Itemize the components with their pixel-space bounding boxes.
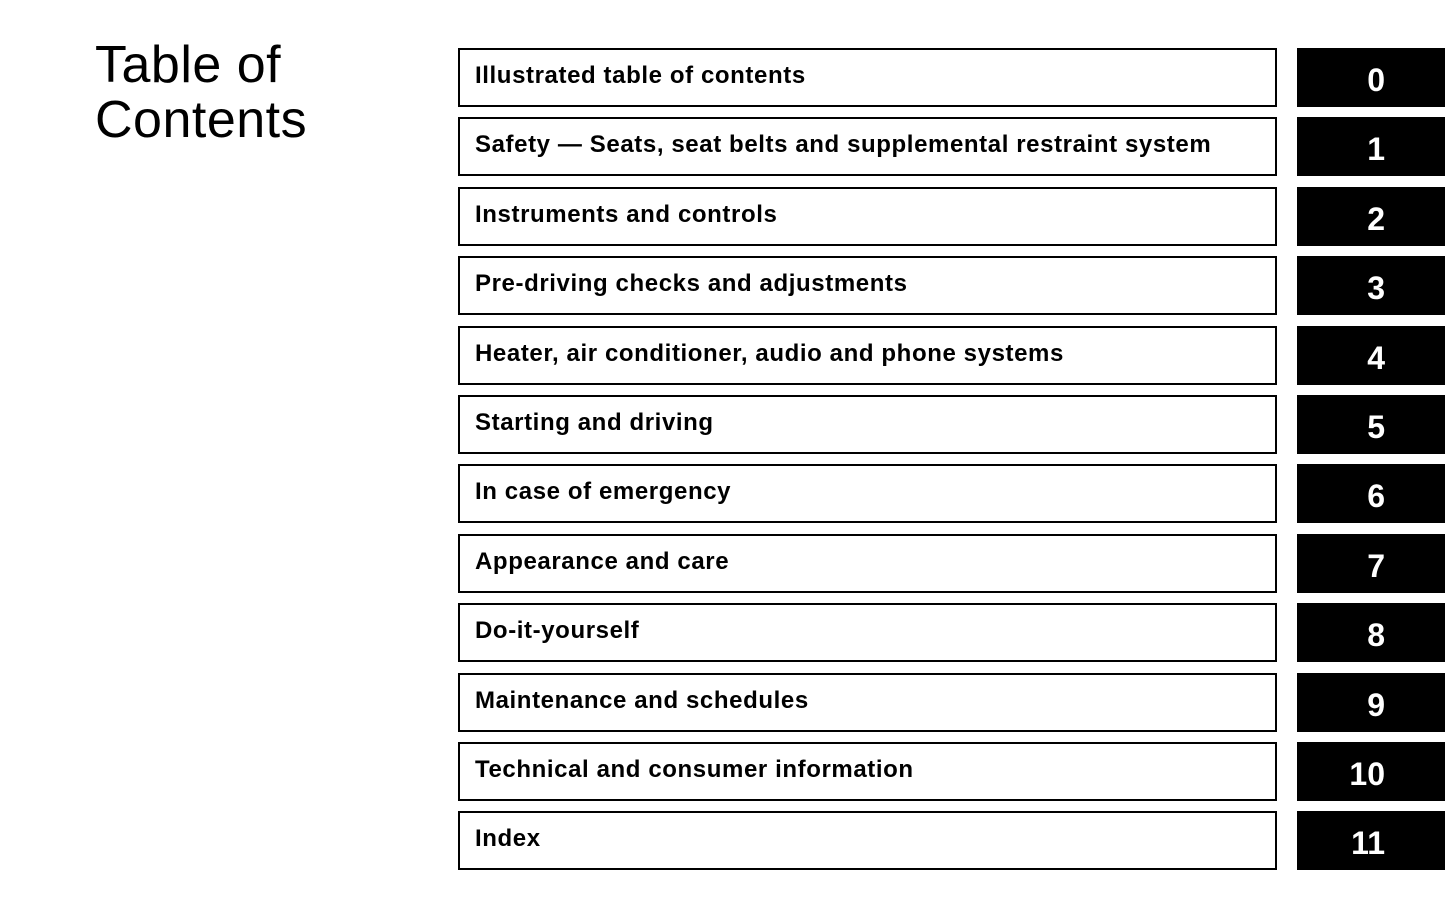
toc-entry-label: Technical and consumer information xyxy=(475,755,914,783)
chapter-number: 8 xyxy=(1367,617,1385,654)
toc-entry-box[interactable] xyxy=(458,326,1277,385)
chapter-tab[interactable] xyxy=(1297,326,1445,385)
toc-row-6[interactable] xyxy=(458,464,1445,523)
chapter-number: 3 xyxy=(1367,270,1385,307)
chapter-number: 11 xyxy=(1351,825,1385,862)
toc-entry-label: Instruments and controls xyxy=(475,200,778,228)
chapter-number: 0 xyxy=(1367,62,1385,98)
page-title-line-2: Contents xyxy=(95,91,308,149)
chapter-tab[interactable] xyxy=(1297,117,1445,176)
toc-entry-box[interactable] xyxy=(458,117,1277,176)
toc-entry-label: Safety — Seats, seat belts and supplemental restraint system xyxy=(475,131,1212,159)
toc-row-11[interactable] xyxy=(458,811,1445,870)
chapter-number: 7 xyxy=(1367,547,1385,584)
toc-row-1[interactable] xyxy=(458,117,1445,176)
toc-entry-box[interactable] xyxy=(458,534,1277,593)
chapter-tab[interactable] xyxy=(1297,603,1445,662)
chapter-tab[interactable] xyxy=(1297,48,1445,107)
toc-entry-box[interactable] xyxy=(458,603,1277,662)
toc-row-0[interactable] xyxy=(458,48,1445,107)
toc-entry-box[interactable] xyxy=(458,395,1277,454)
toc-entry-label: Pre-driving checks and adjustments xyxy=(475,270,908,298)
chapter-tab[interactable] xyxy=(1297,673,1445,732)
toc-entry-box[interactable] xyxy=(458,256,1277,315)
toc-entry-box[interactable] xyxy=(458,464,1277,523)
chapter-tab[interactable] xyxy=(1297,395,1445,454)
chapter-number: 4 xyxy=(1367,339,1385,376)
chapter-tab[interactable] xyxy=(1297,464,1445,523)
chapter-number: 5 xyxy=(1367,408,1385,445)
page-title-line-1: Table of xyxy=(95,36,282,94)
toc-entry-label: Heater, air conditioner, audio and phone systems xyxy=(475,339,1064,367)
toc-entry-label: Maintenance and schedules xyxy=(475,686,809,714)
toc-row-5[interactable] xyxy=(458,395,1445,454)
toc-entry-box[interactable] xyxy=(458,811,1277,870)
toc-row-8[interactable] xyxy=(458,603,1445,662)
toc-entry-label: Appearance and care xyxy=(475,547,730,575)
toc-entry-label: Illustrated table of contents xyxy=(475,62,806,89)
toc-row-3[interactable] xyxy=(458,256,1445,315)
toc-row-4[interactable] xyxy=(458,326,1445,385)
toc-entry-label: Do-it-yourself xyxy=(475,617,640,645)
chapter-tab[interactable] xyxy=(1297,742,1445,801)
toc-entry-label: In case of emergency xyxy=(475,478,732,506)
chapter-number: 1 xyxy=(1367,131,1385,168)
chapter-tab[interactable] xyxy=(1297,256,1445,315)
toc-entry-label: Starting and driving xyxy=(475,408,714,436)
page-title xyxy=(95,38,395,148)
chapter-tab[interactable] xyxy=(1297,534,1445,593)
chapter-number: 2 xyxy=(1367,200,1385,237)
toc-row-2[interactable] xyxy=(458,187,1445,246)
toc-entry-box[interactable] xyxy=(458,187,1277,246)
toc-entry-label: Index xyxy=(475,825,541,853)
toc-entry-box[interactable] xyxy=(458,742,1277,801)
chapter-tab[interactable] xyxy=(1297,187,1445,246)
chapter-number: 9 xyxy=(1367,686,1385,723)
toc-entry-box[interactable] xyxy=(458,48,1277,107)
toc-entry-box[interactable] xyxy=(458,673,1277,732)
chapter-number: 6 xyxy=(1367,478,1385,515)
toc-row-7[interactable] xyxy=(458,534,1445,593)
toc-list xyxy=(458,48,1445,881)
chapter-number: 10 xyxy=(1349,755,1385,792)
toc-row-9[interactable] xyxy=(458,673,1445,732)
toc-row-10[interactable] xyxy=(458,742,1445,801)
chapter-tab[interactable] xyxy=(1297,811,1445,870)
